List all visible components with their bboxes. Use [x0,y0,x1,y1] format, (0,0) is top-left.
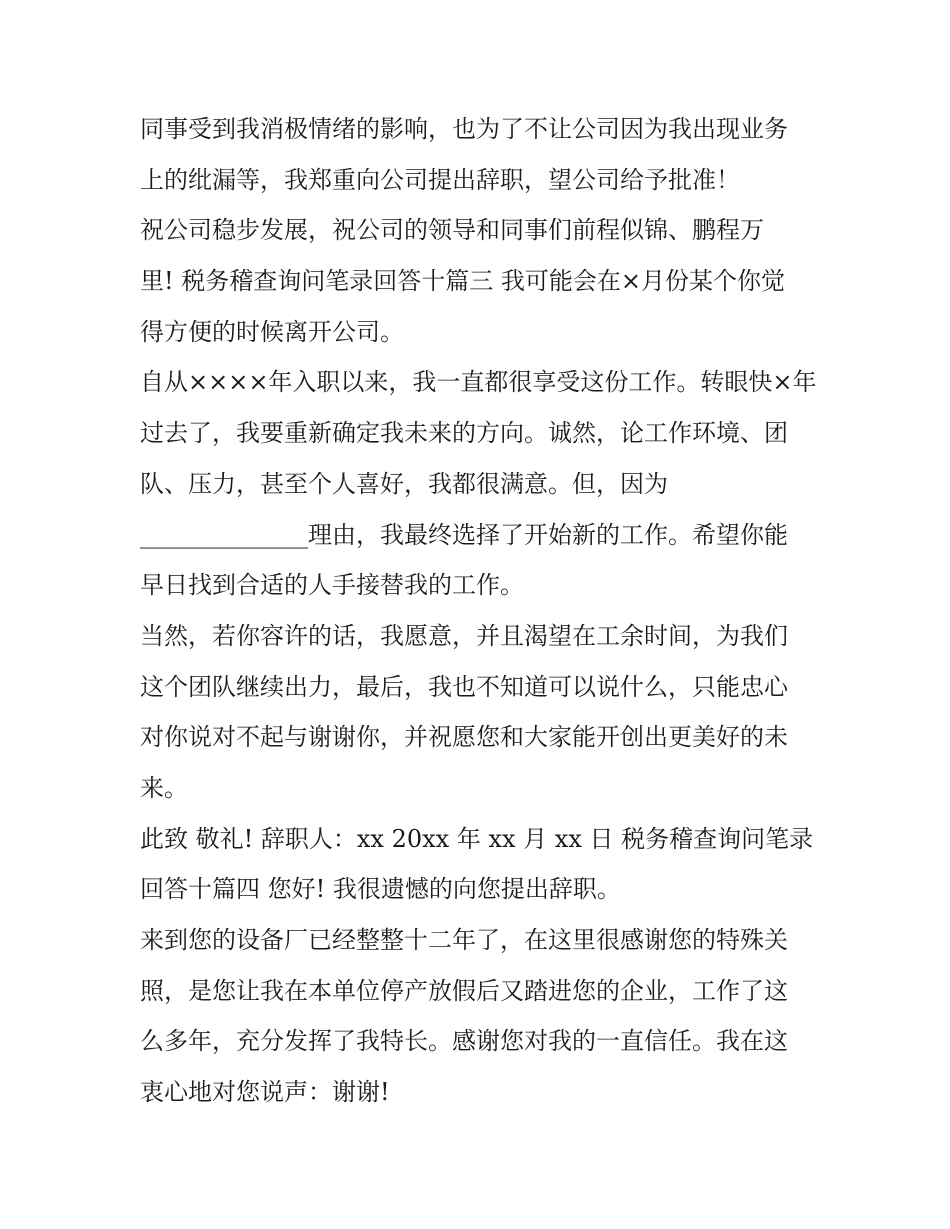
text-line: 里! 税务稽查询问笔录回答十篇三 我可能会在×月份某个你觉 [140,267,786,296]
text-line: 来到您的设备厂已经整整十二年了，在这里很感谢您的特殊关 [140,926,788,954]
text-line: 同事受到我消极情绪的影响，也为了不让公司因为我出现业务 [140,115,788,143]
text-line: 队、压力，甚至个人喜好，我都很满意。但，因为 [140,469,668,498]
text-line: 上的纰漏等，我郑重向公司提出辞职，望公司给予批准！ [140,165,740,194]
text-line: ______________理由，我最终选择了开始新的工作。希望你能 [140,520,788,549]
text-line: 来。 [140,773,188,802]
text-line: 当然，若你容许的话，我愿意，并且渴望在工余时间，为我们 [140,621,788,650]
text-line: 早日找到合适的人手接替我的工作。 [140,571,524,600]
document-body [140,104,820,1118]
text-line: 自从××××年入职以来，我一直都很享受这份工作。转眼快×年 [140,368,817,397]
text-line: 祝公司稳步发展，祝公司的领导和同事们前程似锦、鹏程万 [140,216,764,245]
text-line: 此致 敬礼! 辞职人：xx 20xx 年 xx 月 xx 日 税务稽查询问笔录 [140,824,814,853]
text-line: 照，是您让我在本单位停产放假后又踏进您的企业，工作了这 [140,976,788,1005]
text-line: 过去了，我要重新确定我未来的方向。诚然，论工作环境、团 [140,419,788,448]
text-line: 回答十篇四 您好! 我很遗憾的向您提出辞职。 [140,875,621,904]
text-line: 得方便的时候离开公司。 [140,317,404,346]
text-line: 么多年，充分发挥了我特长。感谢您对我的一直信任。我在这 [140,1027,788,1056]
text-line: 对你说对不起与谢谢你，并祝愿您和大家能开创出更美好的未 [140,723,788,752]
text-line: 衷心地对您说声：谢谢! [140,1078,390,1107]
text-line: 这个团队继续出力，最后，我也不知道可以说什么，只能忠心 [140,672,788,701]
